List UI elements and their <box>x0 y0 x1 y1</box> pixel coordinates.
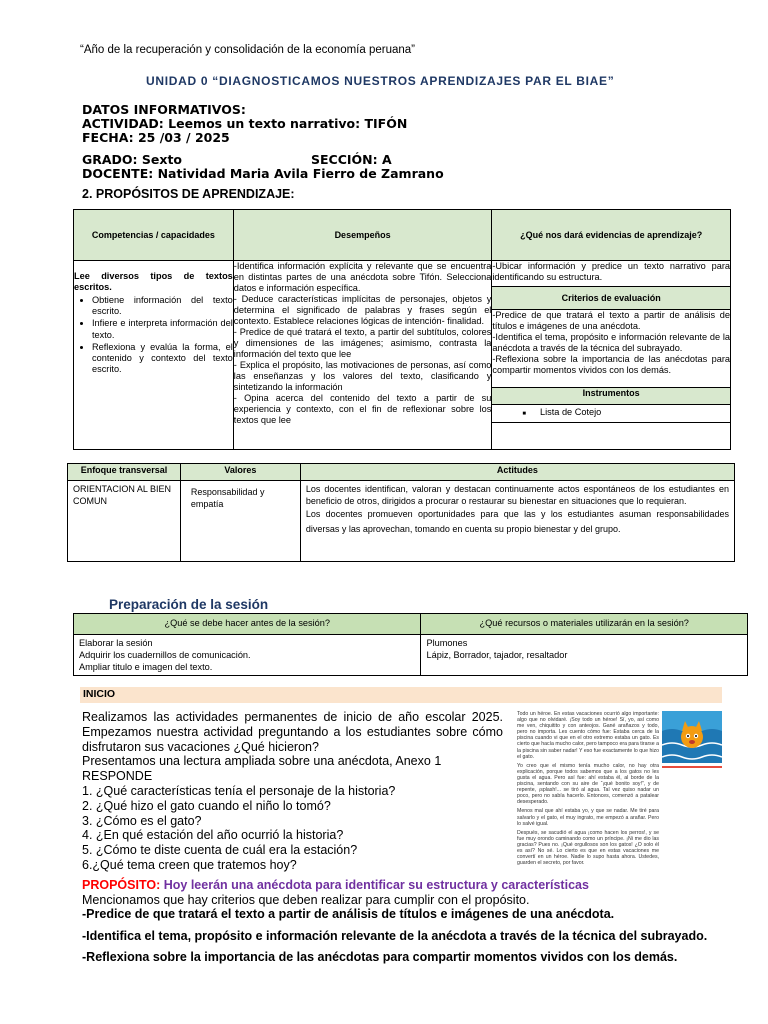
valores-cell: Responsabilidad y empatía <box>180 481 300 562</box>
actitud: Los docentes identifican, valoran y destacan continuamente actos espontáneos de los estudiantes en beneficio de otros, dirigidos a procurar o restaurar su bienestar en situaciones que lo requieran. <box>305 484 729 507</box>
list-item: • Infiere e interpreta información del texto. <box>92 318 233 340</box>
list-item: Elaborar la sesión <box>79 638 153 648</box>
list-item: Lápiz, Borrador, tajador, resaltador <box>426 650 568 660</box>
datos-informativos: DATOS INFORMATIVOS: <box>82 102 246 117</box>
list-item: • Reflexiona y evalúa la forma, el contenido y contexto del texto escrito. <box>92 342 233 376</box>
criterio: -Reflexiona sobre la importancia de las anécdotas para compartir momentos vividos con los demás. <box>82 950 678 965</box>
recursos-cell <box>421 635 748 676</box>
col-recursos: ¿Qué recursos o materiales utilizarán en la sesión? <box>421 614 748 635</box>
col-desempenos: Desempeños <box>233 210 492 261</box>
question: 6.¿Qué tema creen que tratemos hoy? <box>82 857 297 872</box>
criterios-header: Criterios de evaluación <box>492 287 731 310</box>
col-enfoque: Enfoque transversal <box>68 464 181 481</box>
instrumentos-header: Instrumentos <box>492 387 731 404</box>
proposito-section <box>82 878 722 972</box>
list-item: Plumones <box>426 638 468 648</box>
question: 1. ¿Qué características tenía el personaje de la historia? <box>82 783 396 798</box>
anecdote-paragraph: Todo un héroe. En estas vacaciones ocurrió algo importante: algo que no olvidaré. ¡Soy todo un héroe! Sí, yo, así como me ven, chiquitito y con anteojos. Gané arañazos y todo, pero no importa. Les cuento cómo fue: Estaba cerca de la piscina cuando vi que en el otro extremo estaba un gato. Es cierto que hacía mucho calor, pero tampoco era para tirarse a la piscina sin saber nadar! Y eso fue exactamente lo que hizo el gato. <box>517 711 659 760</box>
inicio-line: Presentamos una lectura ampliada sobre una anécdota, Anexo 1 <box>82 754 442 769</box>
criterio: -Identifica el tema, propósito e información relevante de la anécdota a través de la técnica del subrayado. <box>492 332 730 354</box>
preparacion-title: Preparación de la sesión <box>109 597 269 612</box>
competencia: Lee diversos tipos de textos escritos. <box>74 271 233 292</box>
col-evidencias: ¿Qué nos dará evidencias de aprendizaje? <box>492 210 731 261</box>
enfoque-cell: ORIENTACION AL BIEN COMUN <box>68 481 181 562</box>
unit-title: UNIDAD 0 “DIAGNOSTICAMOS NUESTROS APRENDIZAJES PAR EL BIAE” <box>146 74 615 88</box>
anecdote-paragraph: Menos mal que ahí estaba yo, y que se nadar. Me tiré para salvarlo y el gato, el muy ingrato, me empezó a arañar. Pero lo salvé igual. <box>517 808 659 827</box>
criterio: -Identifica el tema, propósito e información relevante de la anécdota a través de la técnica del subrayado. <box>82 928 708 943</box>
question: 5. ¿Cómo te diste cuenta de cuál era la estación? <box>82 843 358 858</box>
actitudes-cell <box>300 481 734 562</box>
inicio-line: RESPONDE <box>82 769 153 784</box>
question: 4. ¿En qué estación del año ocurrió la historia? <box>82 828 344 843</box>
competencias-cell <box>74 261 234 450</box>
capacidades-list <box>74 295 233 375</box>
year-motto: “Año de la recuperación y consolidación de la economía peruana” <box>80 44 415 56</box>
col-actitudes: Actitudes <box>300 464 734 481</box>
cat-pool-illustration <box>662 711 722 771</box>
desempeno: - Predice de qué tratará el texto, a partir del subtítulos, colores y dimensiones de las imágenes; asimismo, contrasta la información del texto que lee <box>233 327 492 359</box>
proposito-intro: Mencionamos que hay criterios que deben realizar para cumplir con el propósito. <box>82 892 530 907</box>
criterio: -Predice de que tratará el texto a partir de análisis de títulos e imágenes de una anécdota. <box>82 907 615 922</box>
enfoque-table <box>67 463 735 562</box>
question: 3. ¿Cómo es el gato? <box>82 813 202 828</box>
fecha: FECHA: 25 /03 / 2025 <box>82 130 230 145</box>
actividad: ACTIVIDAD: Leemos un texto narrativo: TIFÓN <box>82 116 408 131</box>
seccion: SECCIÓN: A <box>311 152 392 167</box>
actitud: Los docentes promueven oportunidades para que las y los estudiantes asuman responsabilidades diversas y las aprovechan, tomando en cuenta su propio bienestar y del grupo. <box>305 509 729 535</box>
grado: GRADO: Sexto <box>82 152 183 167</box>
col-valores: Valores <box>180 464 300 481</box>
instrumento: Lista de Cotejo <box>539 406 602 417</box>
list-item: Ampliar titulo e imagen del texto. <box>79 662 213 672</box>
proposito-label: PROPÓSITO: <box>82 878 161 892</box>
purposes-heading: 2. PROPÓSITOS DE APRENDIZAJE: <box>82 187 295 201</box>
question: 2. ¿Qué hizo el gato cuando el niño lo tomó? <box>82 798 331 813</box>
list-item: Adquirir los cuadernillos de comunicación. <box>79 650 251 660</box>
preparacion-table <box>73 613 748 676</box>
purposes-table <box>73 209 731 450</box>
inicio-text <box>82 710 503 873</box>
proposito-text: Hoy leerán una anécdota para identificar su estructura y características <box>163 878 589 892</box>
bullet-icon: ■ <box>522 410 526 417</box>
criterio: -Reflexiona sobre la importancia de las anécdotas para compartir momentos vividos con los demás. <box>492 354 730 376</box>
inicio-paragraph: Realizamos las actividades permanentes de inicio de año escolar 2025. Empezamos nuestra actividad preguntando a los estudiantes sobre cómo disfrutaron sus vacaciones ¿Qué hicieron? <box>82 710 503 754</box>
desempenos-cell <box>233 261 492 450</box>
col-competencias: Competencias / capacidades <box>74 210 234 261</box>
inicio-banner: INICIO <box>80 687 722 703</box>
desempeno: -Identifica información explícita y relevante que se encuentra en distintas partes de una anécdota sobre Tifón. Selecciona datos e información específica. <box>233 261 492 293</box>
criterio: -Predice de que tratará el texto a partir de análisis de títulos e imágenes de una anécdota. <box>492 310 730 332</box>
empty-cell <box>492 423 731 450</box>
anecdote-text <box>517 711 659 869</box>
evidencia-cell: -Ubicar información y predice un texto narrativo para identificando su estructura. <box>492 261 731 287</box>
desempeno: - Explica el propósito, las motivaciones de personas, así como las enseñanzas y los valores del texto, clasificando y sintetizando la información <box>233 360 492 392</box>
anecdote-paragraph: Después, se sacudió el agua ¡como hacen los perros!, y se fue muy orondo caminando como un príncipe. ¡Ni me dio las gracias? Pues no. ¡Qué orgullosos son los gatos! ¿O solo él es así? No sé. Lo cierto es que en estas vacaciones me convertí en un héroe. Nadie lo supo hasta ahora. Ustedes, guarden el secreto, por favor. <box>517 829 659 867</box>
desempeno: - Opina acerca del contenido del texto a partir de su experiencia y contexto, con el fin de reflexionar sobre los textos que lee <box>233 393 492 425</box>
col-antes: ¿Qué se debe hacer antes de la sesión? <box>74 614 421 635</box>
docente: DOCENTE: Natividad Maria Avila Fierro de Zamrano <box>82 166 444 181</box>
antes-cell <box>74 635 421 676</box>
instrumento-cell <box>492 404 731 422</box>
criterios-cell <box>492 310 731 387</box>
desempeno: - Deduce características implícitas de personajes, objetos y determina el significado de palabras y frases según el contexto. Establece relaciones lógicas de intención- finalidad. <box>233 294 492 326</box>
list-item: • Obtiene información del texto escrito. <box>92 295 233 317</box>
anecdote-paragraph: Yo creo que el mismo tenía mucho calor, no hay otra explicación, porque todos sabemos que a los gatos no les gusta el agua. Pero así fue: ahí estaba él, al borde de la piscina, sentando con su aire de “¡qué bonito soy!”, y de repente, ¡splash!... se tiró al agua. Tal vez quiso nadar un poco, pero no sabía hacerlo. Entonces, comenzó a patalear desesperado. <box>517 762 659 806</box>
